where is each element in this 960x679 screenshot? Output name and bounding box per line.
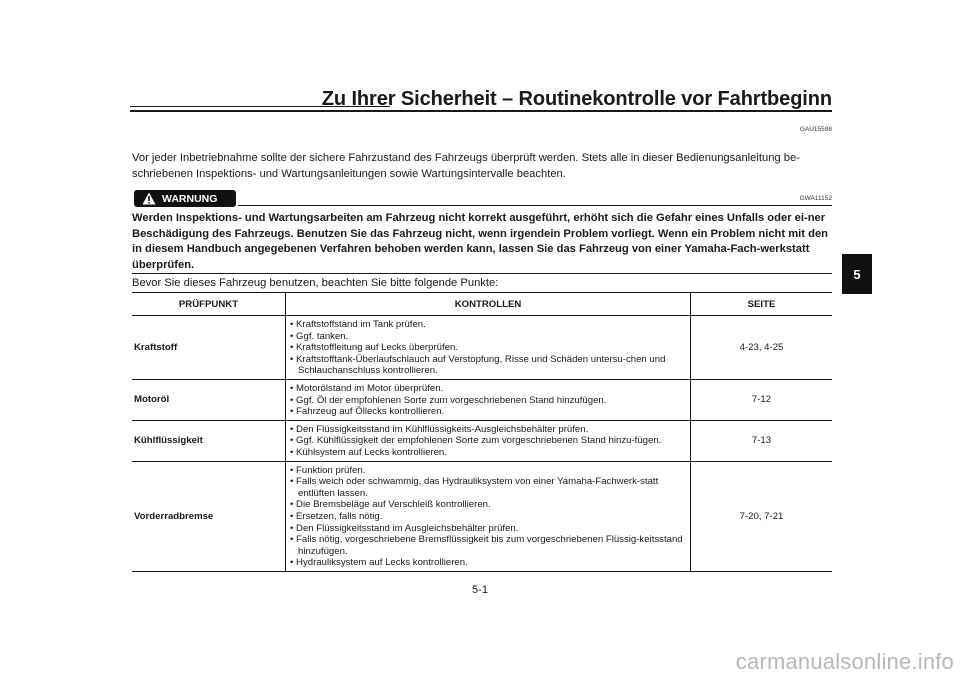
title-rule-thin bbox=[130, 106, 390, 107]
warning-badge bbox=[134, 190, 236, 207]
check-item: • Falls weich oder schwammig, das Hydrauliksystem von einer Yamaha-Fachwerk-statt entlüften lassen. bbox=[290, 476, 686, 499]
check-item: • Den Flüssigkeitsstand im Kühlflüssigkeits-Ausgleichsbehälter prüfen. bbox=[290, 424, 686, 436]
header-seite: SEITE bbox=[691, 293, 833, 316]
chapter-tab: 5 bbox=[842, 254, 872, 294]
watermark: carmanualsonline.info bbox=[735, 649, 954, 674]
row-checks bbox=[286, 420, 691, 461]
table-row bbox=[132, 420, 832, 461]
table-header-row bbox=[132, 293, 832, 316]
inspection-table bbox=[132, 292, 832, 572]
row-item: Kühlflüssigkeit bbox=[132, 420, 286, 461]
check-item: • Ersetzen, falls nötig. bbox=[290, 511, 686, 523]
check-item: • Den Flüssigkeitsstand im Ausgleichsbehälter prüfen. bbox=[290, 523, 686, 535]
warning-label: WARNUNG bbox=[162, 192, 218, 205]
table-row bbox=[132, 316, 832, 380]
title-rule bbox=[130, 110, 832, 112]
check-item: • Funktion prüfen. bbox=[290, 465, 686, 477]
check-item: • Motorölstand im Motor überprüfen. bbox=[290, 383, 686, 395]
check-item: • Kraftstofftank-Überlaufschlauch auf Verstopfung, Risse und Schäden untersu-chen und Schlauchanschluss kontrollieren. bbox=[290, 354, 686, 377]
row-checks bbox=[286, 379, 691, 420]
check-item: • Kraftstoffstand im Tank prüfen. bbox=[290, 319, 686, 331]
warning-rule bbox=[238, 205, 832, 206]
row-checks bbox=[286, 461, 691, 571]
check-item: • Ggf. Öl der empfohlenen Sorte zum vorgeschriebenen Stand hinzufügen. bbox=[290, 395, 686, 407]
check-item: • Kühlsystem auf Lecks kontrollieren. bbox=[290, 447, 686, 459]
page-number: 5-1 bbox=[472, 584, 488, 596]
check-item: • Kraftstoffleitung auf Lecks überprüfen. bbox=[290, 342, 686, 354]
table-row bbox=[132, 461, 832, 571]
header-pruefpunkt: PRÜFPUNKT bbox=[132, 293, 286, 316]
table-row bbox=[132, 379, 832, 420]
row-page: 7-13 bbox=[691, 420, 833, 461]
warning-triangle-icon bbox=[142, 192, 156, 205]
row-page: 7-12 bbox=[691, 379, 833, 420]
check-item: • Ggf. tanken. bbox=[290, 331, 686, 343]
row-item: Vorderradbremse bbox=[132, 461, 286, 571]
check-item: • Hydrauliksystem auf Lecks kontrollieren. bbox=[290, 557, 686, 569]
row-item: Kraftstoff bbox=[132, 316, 286, 380]
warning-text: Werden Inspektions- und Wartungsarbeiten am Fahrzeug nicht korrekt ausgeführt, erhöht sich die Gefahr eines Unfalls oder ei-ner Beschädigung des Fahrzeugs. Benutzen Sie das Fahrzeug nicht, wenn irgendein Problem vorliegt. Wenn ein Problem nicht mit den in diesem Handbuch angegebenen Verfahren behoben werden kann, lassen Sie das Fahrzeug von einer Yamaha-Fach-werkstatt überprüfen. bbox=[132, 212, 829, 271]
check-item: • Ggf. Kühlflüssigkeit der empfohlenen Sorte zum vorgeschriebenen Stand hinzu-fügen. bbox=[290, 435, 686, 447]
row-page: 4-23, 4-25 bbox=[691, 316, 833, 380]
row-item: Motoröl bbox=[132, 379, 286, 420]
check-item: • Die Bremsbeläge auf Verschleiß kontrollieren. bbox=[290, 499, 686, 511]
row-page: 7-20, 7-21 bbox=[691, 461, 833, 571]
warning-bottom-rule bbox=[132, 273, 832, 274]
check-item: • Falls nötig, vorgeschriebene Bremsflüssigkeit bis zum vorgeschriebenen Flüssig-keitsstand hinzufügen. bbox=[290, 534, 686, 557]
header-kontrollen: KONTROLLEN bbox=[286, 293, 691, 316]
check-item: • Fahrzeug auf Öllecks kontrollieren. bbox=[290, 406, 686, 418]
intro-paragraph: Vor jeder Inbetriebnahme sollte der sichere Fahrzustand des Fahrzeugs überprüft werden. Stets alle in dieser Bedienungsanleitung be-schriebenen Inspektions- und Wartungsanleitungen sowie Wartungsintervalle beachten. bbox=[132, 152, 800, 180]
row-checks bbox=[286, 316, 691, 380]
section-code: GAU15598 bbox=[799, 126, 832, 133]
warning-code: GWA11152 bbox=[799, 195, 832, 202]
lead-text: Bevor Sie dieses Fahrzeug benutzen, beachten Sie bitte folgende Punkte: bbox=[132, 277, 499, 289]
page-title: Zu Ihrer Sicherheit – Routinekontrolle vor Fahrtbeginn bbox=[321, 88, 832, 110]
